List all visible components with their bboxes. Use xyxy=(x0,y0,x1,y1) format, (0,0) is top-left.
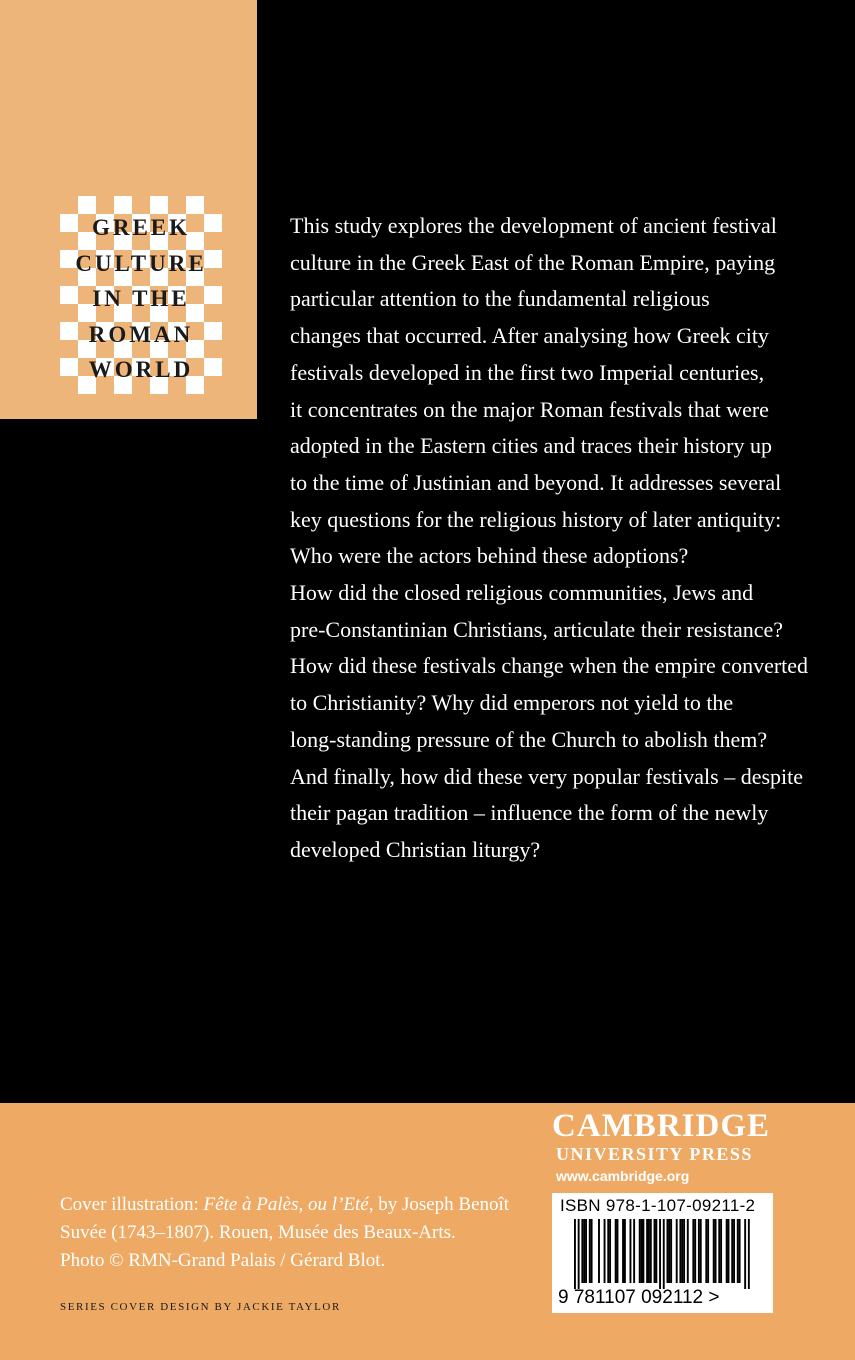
series-title-line: CULTURE xyxy=(75,250,207,276)
description-line: And finally, how did these very popular festivals – despite xyxy=(290,763,804,789)
barcode-icon xyxy=(552,1217,773,1289)
credit-artist: , by Joseph Benoît xyxy=(368,1194,510,1215)
barcode-bar xyxy=(585,1219,587,1283)
barcode-bar xyxy=(728,1219,730,1283)
barcode-bar xyxy=(604,1219,606,1283)
barcode-bar xyxy=(648,1219,650,1283)
barcode-bar xyxy=(670,1219,672,1283)
barcode-bar xyxy=(589,1219,591,1283)
description-line: their pagan tradition – influence the form of the newly xyxy=(290,800,769,826)
barcode-bar xyxy=(718,1219,720,1283)
series-title-line: ROMAN xyxy=(88,321,194,347)
description-line: festivals developed in the first two Imperial centuries, xyxy=(290,359,765,385)
description-line: developed Christian liturgy? xyxy=(290,836,541,862)
credit-line: Photo © RMN-Grand Palais / Gérard Blot. xyxy=(60,1250,386,1271)
description-line: culture in the Greek East of the Roman Empire, paying xyxy=(290,249,776,275)
series-design-credit: SERIES COVER DESIGN BY JACKIE TAYLOR xyxy=(60,1301,341,1313)
description-line: to Christianity? Why did emperors not yield to the xyxy=(290,690,734,716)
credit-line xyxy=(60,1191,530,1219)
barcode-bar xyxy=(668,1219,670,1283)
barcode-bar xyxy=(692,1219,694,1283)
barcode-bar xyxy=(591,1219,593,1283)
barcode-bar xyxy=(655,1219,657,1283)
barcode-bar xyxy=(641,1219,643,1283)
description-line: changes that occurred. After analysing how Greek city xyxy=(290,323,769,349)
description-line: How did these festivals change when the empire converted xyxy=(290,653,809,679)
barcode-bar xyxy=(598,1219,600,1283)
barcode-bar xyxy=(739,1219,741,1283)
barcode-bar xyxy=(630,1219,632,1283)
series-title-line: GREEK xyxy=(91,215,191,240)
barcode-bar xyxy=(744,1219,746,1289)
barcode-box xyxy=(552,1193,773,1313)
barcode-bar xyxy=(659,1219,661,1289)
barcode-bar xyxy=(748,1219,750,1289)
barcode-bar xyxy=(707,1219,709,1283)
barcode-bar xyxy=(650,1219,652,1283)
series-title-line: IN THE xyxy=(92,286,190,311)
barcode-bar xyxy=(687,1219,689,1283)
barcode-bar xyxy=(663,1219,665,1289)
barcode-bar xyxy=(726,1219,728,1283)
description-line: it concentrates on the major Roman festivals that were xyxy=(290,396,769,422)
barcode-bar xyxy=(583,1219,585,1283)
barcode-bar xyxy=(609,1219,611,1283)
publisher-logo-subtitle: UNIVERSITY PRESS xyxy=(556,1144,753,1164)
barcode-bar xyxy=(667,1219,669,1283)
barcode-bar xyxy=(622,1219,624,1283)
barcode-bar xyxy=(639,1219,641,1283)
barcode-bar xyxy=(581,1219,583,1283)
barcode-bar xyxy=(615,1219,617,1283)
barcode-bar xyxy=(633,1219,635,1283)
barcode-bar xyxy=(676,1219,678,1283)
series-title-line: WORLD xyxy=(88,357,194,382)
barcode-bar xyxy=(731,1219,733,1283)
publisher-logo-name: CAMBRIDGE xyxy=(552,1108,771,1144)
description-line: long-standing pressure of the Church to abolish them? xyxy=(290,726,768,752)
barcode-bar xyxy=(715,1219,717,1283)
series-title xyxy=(60,210,222,388)
barcode-bar xyxy=(624,1219,626,1283)
barcode-bar xyxy=(698,1219,700,1283)
barcode-bar xyxy=(654,1219,656,1283)
credit-label: Cover illustration: xyxy=(60,1194,204,1215)
barcode-bar xyxy=(713,1219,715,1283)
barcode-bar xyxy=(694,1219,696,1283)
isbn-label: ISBN 978-1-107-09211-2 xyxy=(560,1196,756,1215)
barcode-bar xyxy=(737,1219,739,1283)
description-line: This study explores the development of ancient festival xyxy=(290,213,777,238)
cover-illustration-credit xyxy=(60,1191,530,1275)
barcode-bar xyxy=(700,1219,702,1283)
artwork-title: Fête à Palès, ou l’Eté xyxy=(203,1194,369,1215)
description-line: particular attention to the fundamental religious xyxy=(290,286,710,312)
barcode-bar xyxy=(642,1219,644,1283)
barcode-bar xyxy=(705,1219,707,1283)
barcode-bar xyxy=(617,1219,619,1283)
barcode-digits: 9 781107 092112 > xyxy=(558,1287,720,1308)
barcode-bar xyxy=(578,1219,580,1289)
barcode-bar xyxy=(679,1219,681,1283)
description-line: pre-Constantinian Christians, articulate their resistance? xyxy=(290,616,784,642)
description-line: How did the closed religious communities, Jews and xyxy=(290,580,754,606)
barcode-bar xyxy=(733,1219,735,1283)
barcode-bar xyxy=(683,1219,685,1283)
book-description xyxy=(290,208,835,869)
description-line: Who were the actors behind these adoptions? xyxy=(290,543,689,569)
barcode-bar xyxy=(607,1219,609,1283)
description-line: to the time of Justinian and beyond. It addresses several xyxy=(290,469,782,495)
barcode-bar xyxy=(574,1219,576,1289)
credit-line: Suvée (1743–1807). Rouen, Musée des Beaux-Arts. xyxy=(60,1222,456,1243)
description-line: adopted in the Eastern cities and traces their history up xyxy=(290,433,773,459)
publisher-website: www.cambridge.org xyxy=(556,1168,690,1184)
barcode-bar xyxy=(720,1219,722,1283)
barcode-bar xyxy=(681,1219,683,1283)
barcode-bar xyxy=(646,1219,648,1283)
description-line: key questions for the religious history of later antiquity: xyxy=(290,506,782,532)
